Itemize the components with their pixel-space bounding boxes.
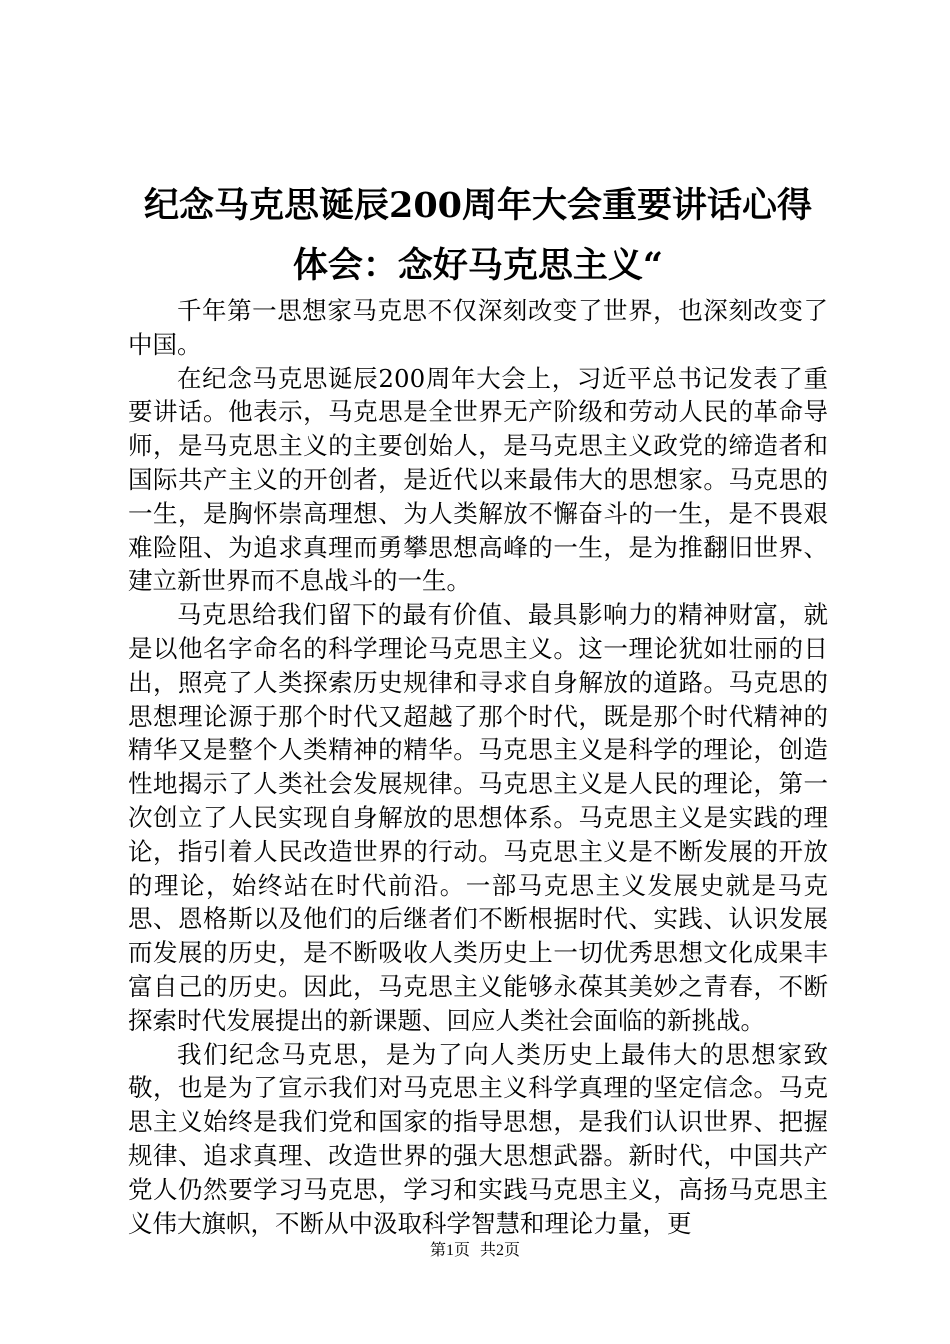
page-number: 第1页 (429, 1242, 470, 1259)
paragraph-2: 在纪念马克思诞辰200周年大会上，习近平总书记发表了重要讲话。他表示，马克思是全世界无产阶级和劳动人民的革命导师，是马克思主义的主要创始人，是马克思主义政党的缔造者和国际共产主义的开创者，是近代以来最伟大的思想家。马克思的一生，是胸怀崇高理想、为人类解放不懈奋斗的一生，是不畏艰难险阻、为追求真理而勇攀思想高峰的一生，是为推翻旧世界、建立新世界而不息战斗的一生。 (128, 363, 828, 596)
paragraph-4: 我们纪念马克思，是为了向人类历史上最伟大的思想家致敬，也是为了宣示我们对马克思主义科学真理的坚定信念。马克思主义始终是我们党和国家的指导思想，是我们认识世界、把握规律、追求真理、改造世界的强大思想武器。新时代，中国共产党人仍然要学习马克思，学习和实践马克思主义，高扬马克思主义伟大旗帜，不断从中汲取科学智慧和理论力量，更 (128, 1039, 828, 1238)
paragraph-3: 马克思给我们留下的最有价值、最具影响力的精神财富，就是以他名字命名的科学理论马克思主义。这一理论犹如壮丽的日出，照亮了人类探索历史规律和寻求自身解放的道路。马克思的思想理论源于那个时代又超越了那个时代，既是那个时代精神的精华又是整个人类精神的精华。马克思主义是科学的理论，创造性地揭示了人类社会发展规律。马克思主义是人民的理论，第一次创立了人民实现自身解放的思想体系。马克思主义是实践的理论，指引着人民改造世界的行动。马克思主义是不断发展的开放的理论，始终站在时代前沿。一部马克思主义发展史就是马克思、恩格斯以及他们的后继者们不断根据时代、实践、认识发展而发展的历史，是不断吸收人类历史上一切优秀思想文化成果丰富自己的历史。因此，马克思主义能够永葆其美妙之青春，不断探索时代发展提出的新课题、回应人类社会面临的新挑战。 (128, 600, 828, 1035)
page-footer (0, 1240, 950, 1262)
document-body (128, 294, 828, 1240)
page-total: 共2页 (480, 1242, 521, 1259)
paragraph-1: 千年第一思想家马克思不仅深刻改变了世界，也深刻改变了中国。 (128, 296, 828, 359)
document-title: 纪念马克思诞辰200周年大会重要讲话心得体会：念好马克思主义“ (143, 185, 813, 286)
